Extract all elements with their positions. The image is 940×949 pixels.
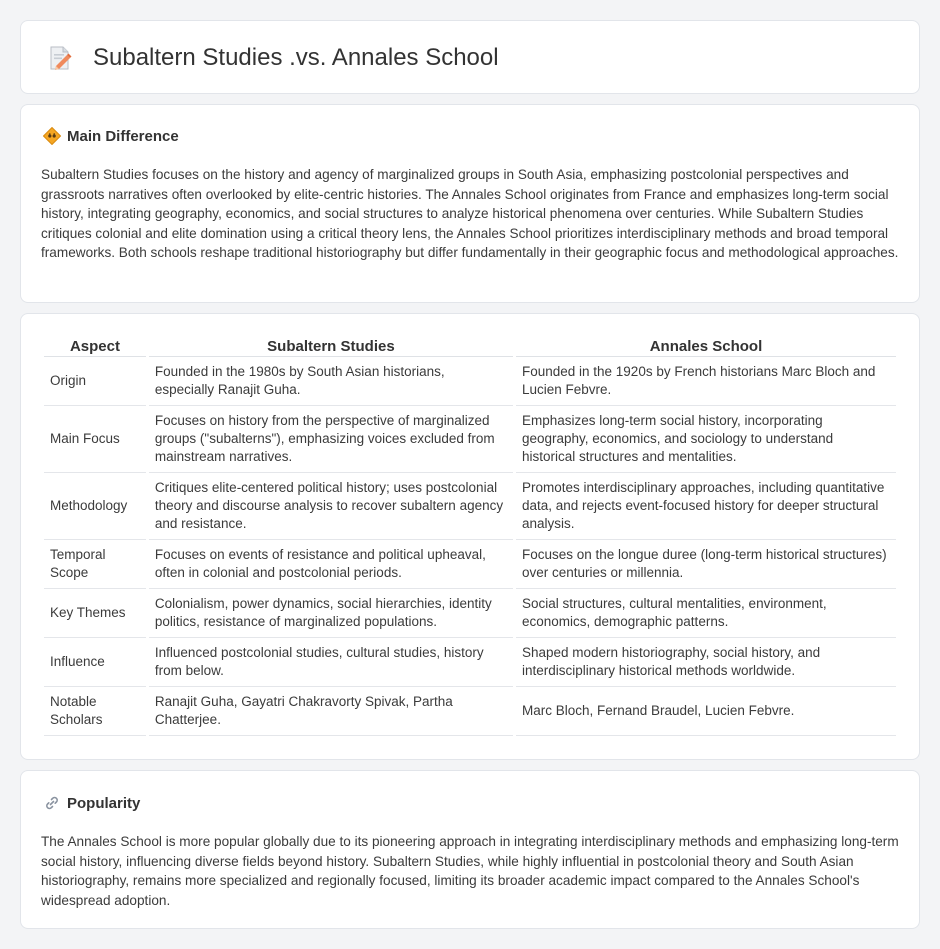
link-icon	[43, 794, 61, 812]
row-aspect: Influence	[44, 638, 146, 687]
main-difference-text: Subaltern Studies focuses on the history and agency of marginalized groups in South Asia, emphasizing postcolonial perspectives and grassroots narratives often overlooked by elite-centric histories. The Annales School originates from France and emphasizes long-term social history, integrating geography, economics, and social structures to analyze historical phenomena over centuries. While Subaltern Studies critiques colonial and elite domination using a critical theory lens, the Annales School prioritizes interdisciplinary methods and broad temporal frameworks. Both schools reshape traditional historiography but differ fundamentally in their geographic focus and methodological approaches.	[41, 167, 899, 260]
main-difference-card	[20, 104, 920, 303]
row-annales: Marc Bloch, Fernand Braudel, Lucien Febvre.	[516, 687, 896, 736]
popularity-header	[43, 794, 140, 812]
row-annales: Shaped modern historiography, social history, and interdisciplinary historical methods worldwide.	[516, 638, 896, 687]
title-row	[47, 43, 499, 73]
main-difference-header	[43, 127, 179, 145]
column-header-subaltern: Subaltern Studies	[149, 334, 513, 357]
row-annales: Promotes interdisciplinary approaches, including quantitative data, and rejects event-focused history for deeper structural analysis.	[516, 473, 896, 540]
row-aspect: Notable Scholars	[44, 687, 146, 736]
row-subaltern: Colonialism, power dynamics, social hierarchies, identity politics, resistance of marginalized populations.	[149, 589, 513, 638]
row-aspect: Main Focus	[44, 406, 146, 473]
table-row	[44, 540, 896, 589]
row-annales: Social structures, cultural mentalities, environment, economics, demographic patterns.	[516, 589, 896, 638]
header-card	[20, 20, 920, 94]
row-subaltern: Influenced postcolonial studies, cultural studies, history from below.	[149, 638, 513, 687]
popularity-card	[20, 770, 920, 929]
row-subaltern: Focuses on events of resistance and political upheaval, often in colonial and postcolonial periods.	[149, 540, 513, 589]
row-annales: Focuses on the longue duree (long-term historical structures) over centuries or millennia.	[516, 540, 896, 589]
comparison-card	[20, 313, 920, 760]
table-row	[44, 357, 896, 406]
column-header-annales: Annales School	[516, 334, 896, 357]
row-aspect: Origin	[44, 357, 146, 406]
document-edit-icon	[47, 44, 73, 72]
table-row	[44, 473, 896, 540]
table-row	[44, 687, 896, 736]
row-subaltern: Focuses on history from the perspective of marginalized groups ("subalterns"), emphasizing voices excluded from mainstream narratives.	[149, 406, 513, 473]
row-annales: Emphasizes long-term social history, incorporating geography, economics, and sociology to understand historical structures and mentalities.	[516, 406, 896, 473]
row-aspect: Key Themes	[44, 589, 146, 638]
table-header-row	[44, 334, 896, 357]
comparison-table	[41, 334, 899, 736]
row-subaltern: Ranajit Guha, Gayatri Chakravorty Spivak, Partha Chatterjee.	[149, 687, 513, 736]
row-annales: Founded in the 1920s by French historians Marc Bloch and Lucien Febvre.	[516, 357, 896, 406]
main-difference-title: Main Difference	[67, 127, 179, 145]
row-subaltern: Critiques elite-centered political history; uses postcolonial theory and discourse analysis to recover subaltern agency and resistance.	[149, 473, 513, 540]
column-header-aspect: Aspect	[44, 334, 146, 357]
row-subaltern: Founded in the 1980s by South Asian historians, especially Ranajit Guha.	[149, 357, 513, 406]
table-row	[44, 589, 896, 638]
row-aspect: Temporal Scope	[44, 540, 146, 589]
diamond-sign-icon	[43, 127, 61, 145]
page-title: Subaltern Studies .vs. Annales School	[93, 44, 499, 71]
popularity-title: Popularity	[67, 794, 141, 812]
table-row	[44, 638, 896, 687]
popularity-text: The Annales School is more popular globally due to its pioneering approach in integrating interdisciplinary methods and emphasizing long-term social history, influencing diverse fields beyond history. Subaltern Studies, while highly influential in postcolonial theory and South Asian historiography, remains more specialized and regionally focused, limiting its broader academic impact compared to the Annales School's widespread adoption.	[41, 834, 899, 908]
row-aspect: Methodology	[44, 473, 146, 540]
table-row	[44, 406, 896, 473]
